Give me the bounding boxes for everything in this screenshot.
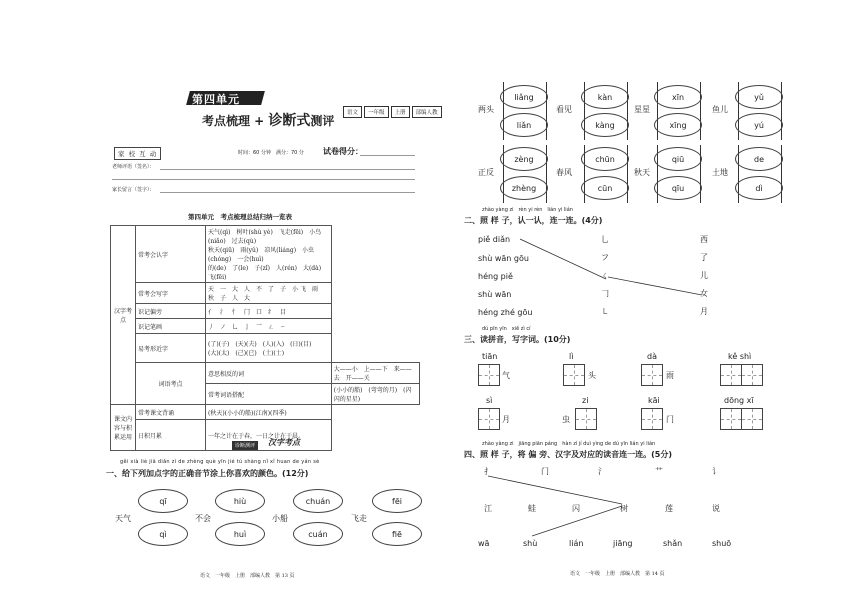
q0-option-bottom[interactable]: cūn bbox=[581, 176, 629, 200]
q1-option-top[interactable]: hiù bbox=[215, 489, 265, 513]
row-content: (了)(子) (天)(夫) (人)(入) (日)(目) (大)(太) (己)(已) (土)(士) bbox=[206, 334, 332, 363]
left-footer: 语文 一年级 上册 部编人教 第 13 页 bbox=[200, 573, 295, 579]
row-label: 常考会认字 bbox=[136, 226, 206, 283]
q4-title: 四、照 样 子，将 偏 旁、汉字及对应的读音连一连。(5分) bbox=[464, 450, 673, 459]
q3-pinyin-item: kě shì bbox=[728, 352, 752, 361]
q4-pinyin: zhào yàng zi jiāng piān páng hàn zì jí duì yìng de dú yīn lián yi lián bbox=[482, 441, 656, 447]
q2-stroke[interactable]: 𠃌 bbox=[601, 289, 609, 298]
row-content: 天气(qì) 树叶(shù yè) 飞走(fēi) 小鸟(niǎo) 过去(qù) 秋天(qiū) 雨(yǔ) 凉风(liáng) 小虫(chóng) 一会(huì) 的(de) 了(le) 子(zǐ) 人(rén) 大(dà) 飞(fēi) bbox=[206, 226, 332, 283]
q0-option-top[interactable]: chūn bbox=[581, 147, 629, 171]
q2-char[interactable]: 月 bbox=[700, 307, 708, 316]
q3-pinyin-item: kāi bbox=[648, 396, 660, 405]
summary-table-title: 第四单元 考点梳理总结归纳一览表 bbox=[188, 213, 292, 221]
stamp: 语文 bbox=[343, 106, 362, 118]
q1-option-top[interactable]: qī bbox=[138, 489, 188, 513]
q4-pinyin-option[interactable]: lián bbox=[569, 539, 584, 548]
q3-suffix: 门 bbox=[666, 415, 674, 424]
q4-pinyin-option[interactable]: shǎn bbox=[663, 539, 683, 548]
q1-option-bottom[interactable]: fiē bbox=[372, 522, 422, 546]
q3-pinyin: dú pīn yīn xiě zì cí bbox=[482, 326, 531, 332]
q3-prefix: 虫 bbox=[562, 415, 570, 424]
row-content: (小小的船) (弯弯的月) (闪闪的星星) bbox=[331, 384, 419, 405]
category-ciyu: 词语考点 bbox=[136, 363, 206, 405]
q1-pinyin: gěi xià liè jiā diǎn zì de zhèng què yīn jié tú shàng nǐ xǐ huan de yán sè bbox=[120, 459, 320, 465]
q2-char[interactable]: 西 bbox=[700, 235, 708, 244]
stamp: 部编人教 bbox=[412, 106, 442, 118]
row-label: 意思相反的词 bbox=[206, 363, 332, 384]
q3-suffix: 雨 bbox=[666, 371, 674, 380]
q3-grid[interactable] bbox=[720, 364, 742, 386]
row-label: 日积月累 bbox=[136, 420, 206, 451]
q4-example-lines bbox=[480, 474, 660, 540]
row-label: 常考词语搭配 bbox=[206, 384, 332, 405]
q3-pinyin-item: sì bbox=[486, 396, 493, 405]
q0-word: 看见 bbox=[556, 105, 572, 114]
q4-radical[interactable]: 氵 bbox=[598, 467, 606, 476]
q2-stroke[interactable]: ㇄ bbox=[601, 307, 609, 316]
q0-word: 正反 bbox=[478, 168, 494, 177]
q3-pinyin-item: dà bbox=[647, 352, 657, 361]
q3-grid[interactable] bbox=[563, 364, 585, 386]
teacher-comment-line[interactable] bbox=[160, 169, 415, 170]
row-content: 天 一 大 人 不 了 子 小 飞 雨 秋 子 人 大 bbox=[206, 283, 332, 304]
q4-char[interactable]: 闪 bbox=[572, 504, 580, 513]
q3-grid[interactable] bbox=[720, 408, 742, 430]
q4-pinyin-option[interactable]: jiāng bbox=[613, 539, 633, 548]
stamp: 一年级 bbox=[364, 106, 389, 118]
q0-option-top[interactable]: de bbox=[735, 147, 783, 171]
q1-option-top[interactable]: fēi bbox=[372, 489, 422, 513]
summary-table bbox=[110, 225, 420, 451]
q0-option-top[interactable]: kàn bbox=[581, 85, 629, 109]
q4-char[interactable]: 莲 bbox=[665, 504, 673, 513]
q2-stroke-name: héng zhé gōu bbox=[478, 308, 533, 317]
q2-char[interactable]: 儿 bbox=[700, 271, 708, 280]
q1-word: 天气 bbox=[115, 514, 131, 523]
q3-pinyin-item: lì bbox=[569, 352, 574, 361]
home-school-badge: 家 校 互 动 bbox=[114, 147, 161, 160]
q0-option-bottom[interactable]: zhèng bbox=[500, 176, 548, 200]
row-content: 大——小 上——下 来——去 开——关 bbox=[331, 363, 419, 384]
q3-suffix: 气 bbox=[502, 371, 510, 380]
q4-radical[interactable]: 扌 bbox=[484, 467, 492, 476]
q0-word: 土地 bbox=[712, 168, 728, 177]
q0-word: 两头 bbox=[478, 105, 494, 114]
diagnostic-badge: 诊断测评 bbox=[232, 441, 258, 450]
score-label: 试卷得分： bbox=[323, 147, 363, 156]
q3-pinyin-item: tiān bbox=[482, 352, 498, 361]
q2-stroke-name: piě diǎn bbox=[478, 235, 511, 244]
unit-title: 第四单元 bbox=[192, 93, 240, 106]
q2-example-lines bbox=[520, 235, 720, 305]
q3-grid[interactable] bbox=[741, 408, 763, 430]
q3-suffix: 头 bbox=[588, 371, 596, 380]
q0-word: 星星 bbox=[634, 105, 650, 114]
parent-comment-line[interactable] bbox=[160, 192, 415, 193]
time-info: 时间：60 分钟 满分：70 分 bbox=[238, 150, 304, 156]
row-label: 易考形近字 bbox=[136, 334, 206, 363]
row-content: 一年之计在于春，一日之计在于晨。 bbox=[206, 420, 332, 451]
diagnostic-title: 汉字考点 bbox=[268, 438, 300, 447]
q3-pinyin-item: zi bbox=[582, 396, 589, 405]
q0-option-bottom[interactable]: xīng bbox=[654, 113, 702, 137]
q0-option-top[interactable]: qiū bbox=[654, 147, 702, 171]
q1-word: 飞走 bbox=[351, 514, 367, 523]
q3-grid[interactable] bbox=[641, 364, 663, 386]
q2-pinyin: zhào yàng zi rèn yi rèn lián yi lián bbox=[482, 207, 573, 213]
q4-radical[interactable]: 讠 bbox=[712, 467, 720, 476]
stamp: 上册 bbox=[391, 106, 410, 118]
parent-comment-label: 家长留言（签字）： bbox=[112, 187, 155, 193]
q4-pinyin-option[interactable]: wā bbox=[478, 539, 490, 548]
q0-option-bottom[interactable]: liǎn bbox=[500, 113, 548, 137]
q1-option-bottom[interactable]: cuán bbox=[293, 522, 343, 546]
teacher-comment-label: 老师评语（签名）： bbox=[112, 164, 155, 170]
q3-title: 三、读拼音，写字词。(10分) bbox=[464, 335, 571, 344]
row-content: (秋天)(小小的船)(江南)(四季) bbox=[206, 405, 332, 420]
q2-char[interactable]: 了 bbox=[700, 253, 708, 262]
comment-line-2 bbox=[112, 179, 415, 180]
q0-word: 春风 bbox=[556, 168, 572, 177]
score-line[interactable] bbox=[360, 155, 415, 156]
row-label: 识记笔画 bbox=[136, 319, 206, 334]
q1-word: 小船 bbox=[272, 514, 288, 523]
q3-grid[interactable] bbox=[478, 364, 500, 386]
q3-pinyin-item: dōng xī bbox=[724, 396, 754, 405]
q4-char[interactable]: 蛙 bbox=[528, 504, 536, 513]
q0-option-top[interactable]: yǔ bbox=[735, 85, 783, 109]
q4-pinyin-option[interactable]: shù bbox=[523, 539, 538, 548]
q0-option-top[interactable]: liǎng bbox=[500, 85, 548, 109]
q4-char[interactable]: 树 bbox=[620, 504, 628, 513]
row-label: 常考会写字 bbox=[136, 283, 206, 304]
page-subtitle: 考点梳理 + 诊断式测评 bbox=[202, 113, 335, 129]
q3-grid[interactable] bbox=[478, 408, 500, 430]
q4-pinyin-option[interactable]: shuō bbox=[712, 539, 732, 548]
q2-stroke[interactable]: 乚 bbox=[601, 235, 609, 244]
row-content: 亻 氵 忄 门 口 纟 目 bbox=[206, 304, 332, 319]
q0-option-bottom[interactable]: yú bbox=[735, 113, 783, 137]
q0-option-bottom[interactable]: kàng bbox=[581, 113, 629, 137]
q2-stroke-name: shù wān bbox=[478, 290, 512, 299]
q1-option-top[interactable]: chuán bbox=[293, 489, 343, 513]
row-content: 丿 ノ 乚 亅 乛 ㄥ ㇀ bbox=[206, 319, 332, 334]
q3-grid[interactable] bbox=[641, 408, 663, 430]
right-footer: 语文 一年级 上册 部编人教 第 14 页 bbox=[570, 571, 665, 577]
q4-char[interactable]: 江 bbox=[484, 504, 492, 513]
q2-char[interactable]: 女 bbox=[700, 289, 708, 298]
q2-title: 二、照 样 子，认一认，连一连。(4分) bbox=[464, 216, 603, 225]
q0-option-bottom[interactable]: qīu bbox=[654, 176, 702, 200]
q3-suffix: 月 bbox=[502, 415, 510, 424]
q4-char[interactable]: 说 bbox=[712, 504, 720, 513]
q0-option-bottom[interactable]: dì bbox=[735, 176, 783, 200]
q1-option-bottom[interactable]: huì bbox=[215, 522, 265, 546]
q0-word: 秋天 bbox=[634, 168, 650, 177]
category-hanzi: 汉字考点 bbox=[111, 226, 136, 405]
q1-word: 不会 bbox=[195, 514, 211, 523]
row-label: 常考课文背诵 bbox=[136, 405, 206, 420]
category-kewen: 课文内容与积累运用 bbox=[111, 405, 136, 451]
q0-option-top[interactable]: zèng bbox=[500, 147, 548, 171]
q0-option-top[interactable]: xīn bbox=[654, 85, 702, 109]
row-label: 识记偏旁 bbox=[136, 304, 206, 319]
q3-grid[interactable] bbox=[741, 364, 763, 386]
q1-title: 一、给下列加点字的正确音节涂上你喜欢的颜色。(12分) bbox=[106, 469, 309, 478]
edition-stamps bbox=[343, 106, 442, 118]
q2-stroke-name: héng piě bbox=[478, 272, 513, 281]
q1-option-bottom[interactable]: qì bbox=[138, 522, 188, 546]
q3-grid[interactable] bbox=[575, 408, 597, 430]
q4-radical[interactable]: 艹 bbox=[655, 467, 663, 476]
q2-stroke[interactable]: ㄑ bbox=[601, 271, 609, 280]
q2-stroke-name: shù wān gōu bbox=[478, 254, 529, 263]
q0-word: 鱼儿 bbox=[712, 105, 728, 114]
q4-radical[interactable]: 门 bbox=[541, 467, 549, 476]
q2-stroke[interactable]: フ bbox=[601, 253, 609, 262]
